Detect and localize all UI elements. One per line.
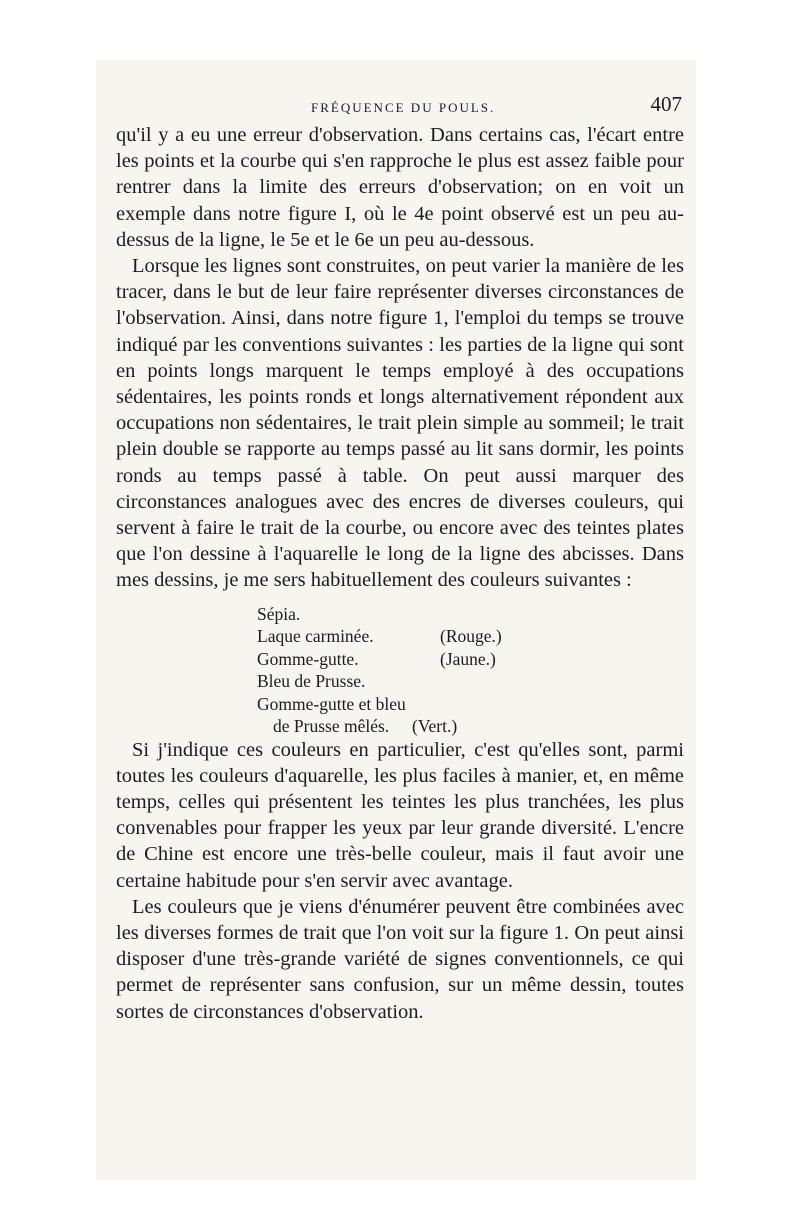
- list-item: [257, 715, 684, 738]
- color-name: Gomme-gutte.: [257, 648, 359, 669]
- book-page: [116, 92, 684, 1025]
- color-name: Sépia.: [257, 603, 301, 624]
- color-label: (Jaune.): [440, 648, 496, 669]
- color-name: de Prusse mêlés.: [273, 716, 390, 737]
- list-item: [257, 625, 684, 648]
- list-item: [257, 670, 684, 693]
- running-title: FRÉQUENCE DU POULS.: [311, 100, 496, 115]
- paragraph-3: Si j'indique ces couleurs en particulier, c'est qu'elles sont, parmi toutes les couleurs d'aquarelle, les plus faciles à manier, et, en même temps, celles qui présentent les teintes les plus tranchées, les plus convenables pour frapper les yeux par leur grande diversité. L'encre de Chine est encore une très-belle couleur, mais il faut avoir une certaine habitude pour s'en servir avec avantage.: [116, 738, 684, 892]
- color-label: (Rouge.): [440, 626, 502, 647]
- list-item: [257, 693, 684, 716]
- paragraph-4: Les couleurs que je viens d'énumérer peuvent être combinées avec les diverses formes de trait que l'on voit sur la figure 1. On peut ainsi disposer d'une très-grande variété de signes conventionnels, ce qui permet de représenter sans confusion, sur un même dessin, toutes sortes de circonstances d'observation.: [116, 895, 684, 1023]
- color-list: [257, 603, 684, 737]
- paragraph-2: Lorsque les lignes sont construites, on peut varier la manière de les tracer, dans le but de leur faire représenter diverses circonstances de l'observation. Ainsi, dans notre figure 1, l'emploi du temps se trouve indiqué par les conventions suivantes : les parties de la ligne qui sont en points longs marquent le temps employé à des occupations sédentaires, les points ronds et longs alternativement répondent aux occupations non sédentaires, le trait plein simple au sommeil; le trait plein double se rapporte au temps passé au lit sans dormir, les points ronds au temps passé à table. On peut aussi marquer des circonstances analogues avec des encres de diverses couleurs, qui servent à faire le trait de la courbe, ou encore avec des teintes plates que l'on dessine à l'aquarelle le long de la ligne des abcisses. Dans mes dessins, je me sers habituellement des couleurs suivantes :: [116, 255, 684, 592]
- body-text: [116, 122, 684, 1025]
- color-name: Laque carminée.: [257, 626, 374, 647]
- paragraph-1: qu'il y a eu une erreur d'observation. Dans certains cas, l'écart entre les points et la courbe qui s'en rapproche le plus est assez faible pour rentrer dans la limite des erreurs d'observation; on en voit un exemple dans notre figure I, où le 4e point observé est un peu au-dessus de la ligne, le 5e et le 6e un peu au-dessous.: [116, 124, 684, 251]
- page-header: [116, 92, 684, 122]
- list-item: [257, 648, 684, 671]
- color-name: Gomme-gutte et bleu: [257, 693, 406, 714]
- color-name: Bleu de Prusse.: [257, 671, 366, 692]
- page-number: 407: [650, 92, 682, 116]
- color-label: (Vert.): [412, 716, 458, 737]
- list-item: [257, 603, 684, 626]
